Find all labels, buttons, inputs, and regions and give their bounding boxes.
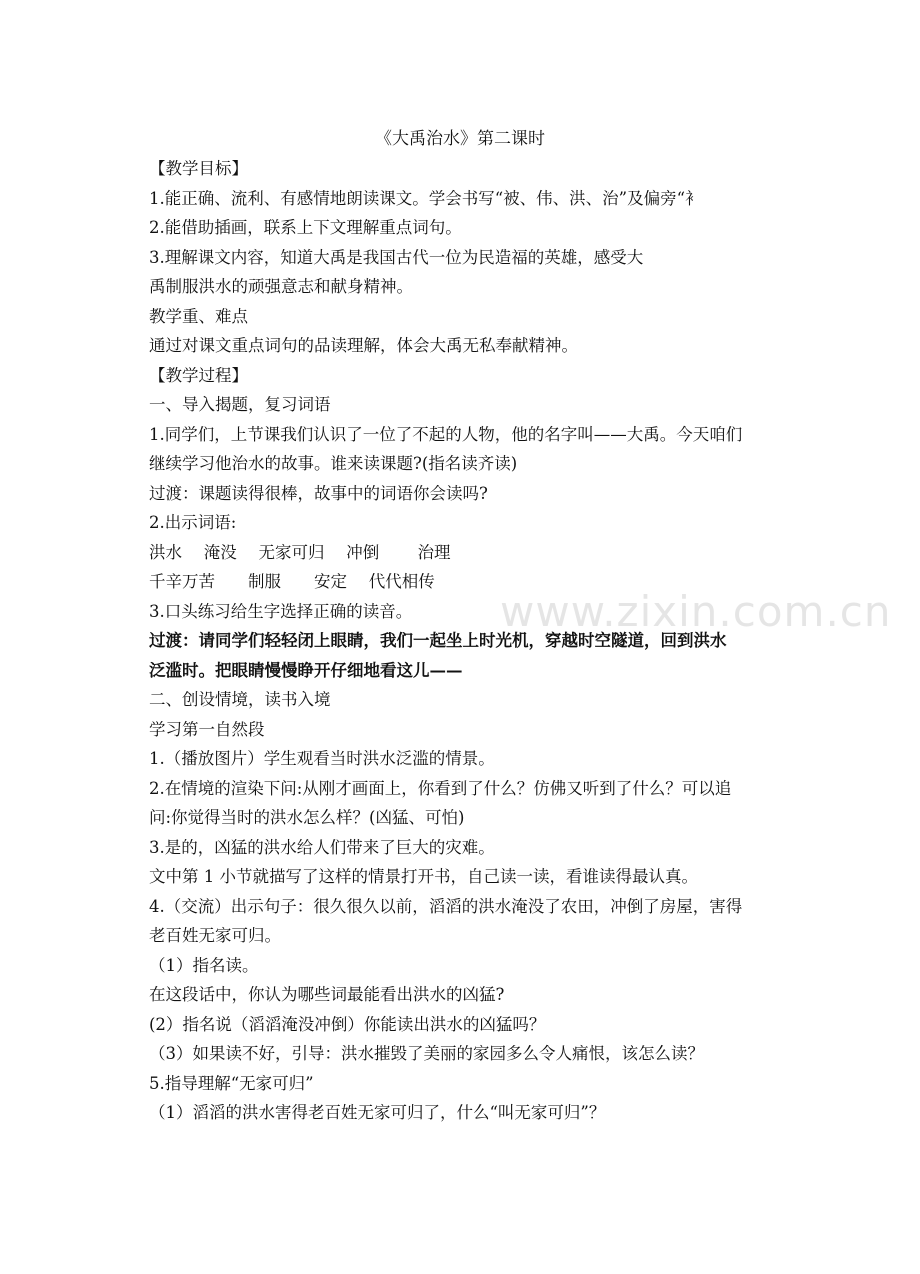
text-line: 5.指导理解“无家可归”	[149, 1073, 314, 1093]
text-line: 通过对课文重点词句的品读理解，体会大禹无私奉献精神。	[149, 336, 578, 355]
text-line: 过渡：课题读得很棒，故事中的词语你会读吗?	[149, 483, 488, 503]
text-line: 千辛万苦 制服 安定 代代相传	[149, 572, 435, 591]
text-line: 【教学目标】	[149, 159, 248, 178]
text-line: 教学重、难点	[149, 306, 248, 326]
text-line: 洪水 淹没 无家可归 冲倒 治理	[149, 542, 451, 562]
text-line: 3.是的，凶猛的洪水给人们带来了巨大的灾难。	[149, 837, 495, 857]
text-line: (2）指名说（滔滔淹没冲倒）你能读出洪水的凶猛吗？	[149, 1014, 546, 1034]
text-line: 禹制服洪水的顽强意志和献身精神。	[149, 277, 413, 296]
text-line: 2.出示词语:	[149, 513, 237, 532]
document-title: 《大禹治水》第二课时	[375, 129, 545, 149]
text-line: （3）如果读不好，引导：洪水摧毁了美丽的家园多么令人痛恨，该怎么读？	[149, 1044, 704, 1063]
text-line: （1）指名读。	[149, 955, 259, 975]
text-line: 一、导入揭题，复习词语	[149, 395, 331, 414]
text-line: 在这段话中，你认为哪些词最能看出洪水的凶猛?	[149, 985, 505, 1004]
text-line: 学习第一自然段	[149, 719, 265, 739]
text-line: 2.在情境的渲染下问:从刚才画面上，你看到了什么？仿佛又听到了什么？可以追	[149, 778, 732, 798]
text-line: 继续学习他治水的故事。谁来读课题?(指名读齐读)	[149, 454, 518, 473]
text-line: 1.能正确、流利、有感情地朗读课文。学会书写“被、伟、洪、治”及偏旁“衤	[149, 188, 702, 208]
text-line: 4.（交流）出示句子：很久很久以前，滔滔的洪水淹没了农田，冲倒了房屋，害得	[149, 896, 743, 916]
text-line: 3.理解课文内容，知道大禹是我国古代一位为民造福的英雄，感受大	[149, 247, 644, 267]
watermark: www.zixin.com.cn	[500, 587, 892, 636]
text-line: 问:你觉得当时的洪水怎么样？(凶猛、可怕)	[149, 808, 465, 827]
text-line: 老百姓无家可归。	[149, 926, 281, 945]
text-line: 过渡：请同学们轻轻闭上眼睛，我们一起坐上时光机，穿越时空隧道，回到洪水	[149, 631, 727, 650]
document-body	[149, 154, 779, 1128]
text-line: 1.（播放图片）学生观看当时洪水泛滥的情景。	[149, 749, 495, 768]
text-line: 文中第 1 小节就描写了这样的情景打开书，自己读一读，看谁读得最认真。	[149, 867, 698, 886]
text-line: 2.能借助插画，联系上下文理解重点词句。	[149, 218, 462, 237]
text-line: 1.同学们，上节课我们认识了一位了不起的人物，他的名字叫——大禹。今天咱们	[149, 424, 743, 444]
text-line: 3.口头练习给生字选择正确的读音。	[149, 601, 413, 621]
text-line: （1）滔滔的洪水害得老百姓无家可归了，什么“叫无家可归”？	[149, 1103, 606, 1122]
text-line: 二、创设情境，读书入境	[149, 690, 331, 709]
text-line: 泛滥时。把眼睛慢慢睁开仔细地看这儿——	[149, 660, 463, 680]
text-line: 【教学过程】	[149, 365, 248, 385]
